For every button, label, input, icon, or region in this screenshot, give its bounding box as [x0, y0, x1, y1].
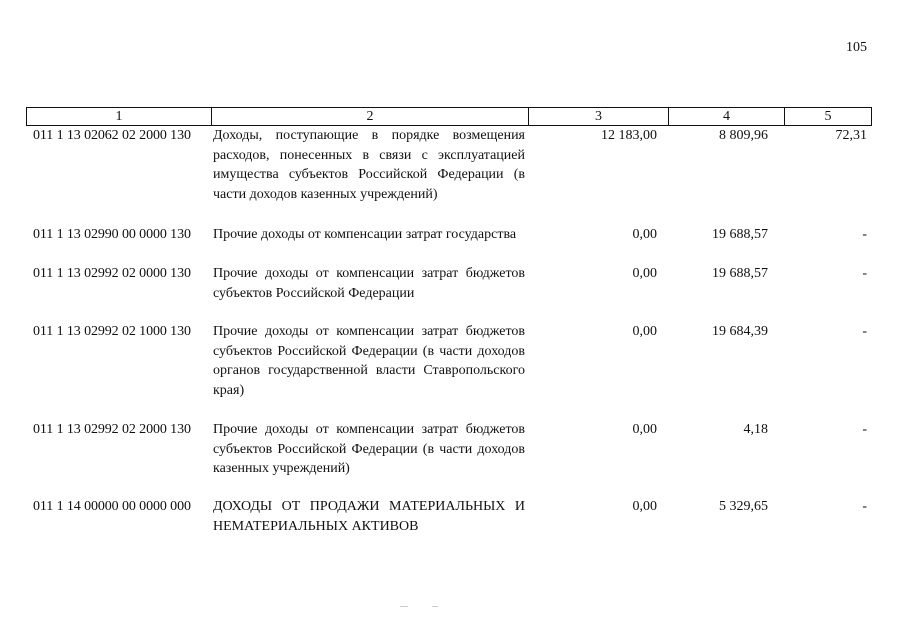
- row-col4-value: 19 688,57: [712, 266, 768, 281]
- row-col5-value: -: [862, 266, 867, 281]
- row-col3-value: 0,00: [632, 266, 657, 281]
- header-col-1: 1: [27, 108, 212, 126]
- header-col-4: 4: [669, 108, 785, 126]
- row-name: ДОХОДЫ ОТ ПРОДАЖИ МАТЕРИАЛЬНЫХ И НЕМАТЕРИАЛЬНЫХ АКТИВОВ: [213, 499, 525, 534]
- row-col5-value: -: [862, 324, 867, 339]
- row-code: 011 1 13 02062 02 2000 130: [33, 128, 191, 143]
- row-col4-value: 8 809,96: [719, 128, 768, 143]
- row-col4-value: 19 688,57: [712, 227, 768, 242]
- row-name: Доходы, поступающие в порядке возмещения расходов, понесенных в связи с эксплуатацией имущества субъектов Российской Федерации (в части доходов казенных учреждений): [213, 128, 525, 202]
- row-col5-value: -: [862, 422, 867, 437]
- row-code: 011 1 13 02992 02 1000 130: [33, 324, 191, 339]
- row-col5-value: 72,31: [835, 128, 867, 143]
- row-col5-value: -: [862, 499, 867, 514]
- row-col4-value: 19 684,39: [712, 324, 768, 339]
- header-col-2: 2: [212, 108, 529, 126]
- row-col3-value: 0,00: [632, 499, 657, 514]
- header-col-3: 3: [529, 108, 669, 126]
- row-name: Прочие доходы от компенсации затрат бюджетов субъектов Российской Федерации (в части доходов казенных учреждений): [213, 422, 525, 476]
- row-code: 011 1 13 02992 02 0000 130: [33, 266, 191, 281]
- row-col4-value: 5 329,65: [719, 499, 768, 514]
- row-name: Прочие доходы от компенсации затрат бюджетов субъектов Российской Федерации (в части доходов органов государственной власти Ставропольского края): [213, 324, 525, 398]
- row-col3-value: 0,00: [632, 324, 657, 339]
- row-code: 011 1 14 00000 00 0000 000: [33, 499, 191, 514]
- row-name: Прочие доходы от компенсации затрат государства: [213, 227, 517, 242]
- scan-artifact: [400, 606, 440, 608]
- row-col3-value: 0,00: [632, 227, 657, 242]
- row-code: 011 1 13 02990 00 0000 130: [33, 227, 191, 242]
- header-col-5: 5: [785, 108, 872, 126]
- row-name: Прочие доходы от компенсации затрат бюджетов субъектов Российской Федерации: [213, 266, 525, 301]
- row-col3-value: 0,00: [632, 422, 657, 437]
- row-col3-value: 12 183,00: [601, 128, 657, 143]
- page-number: 105: [846, 40, 867, 55]
- row-col5-value: -: [862, 227, 867, 242]
- table-header: [26, 107, 872, 126]
- header-row: [27, 108, 872, 126]
- row-col4-value: 4,18: [743, 422, 768, 437]
- row-code: 011 1 13 02992 02 2000 130: [33, 422, 191, 437]
